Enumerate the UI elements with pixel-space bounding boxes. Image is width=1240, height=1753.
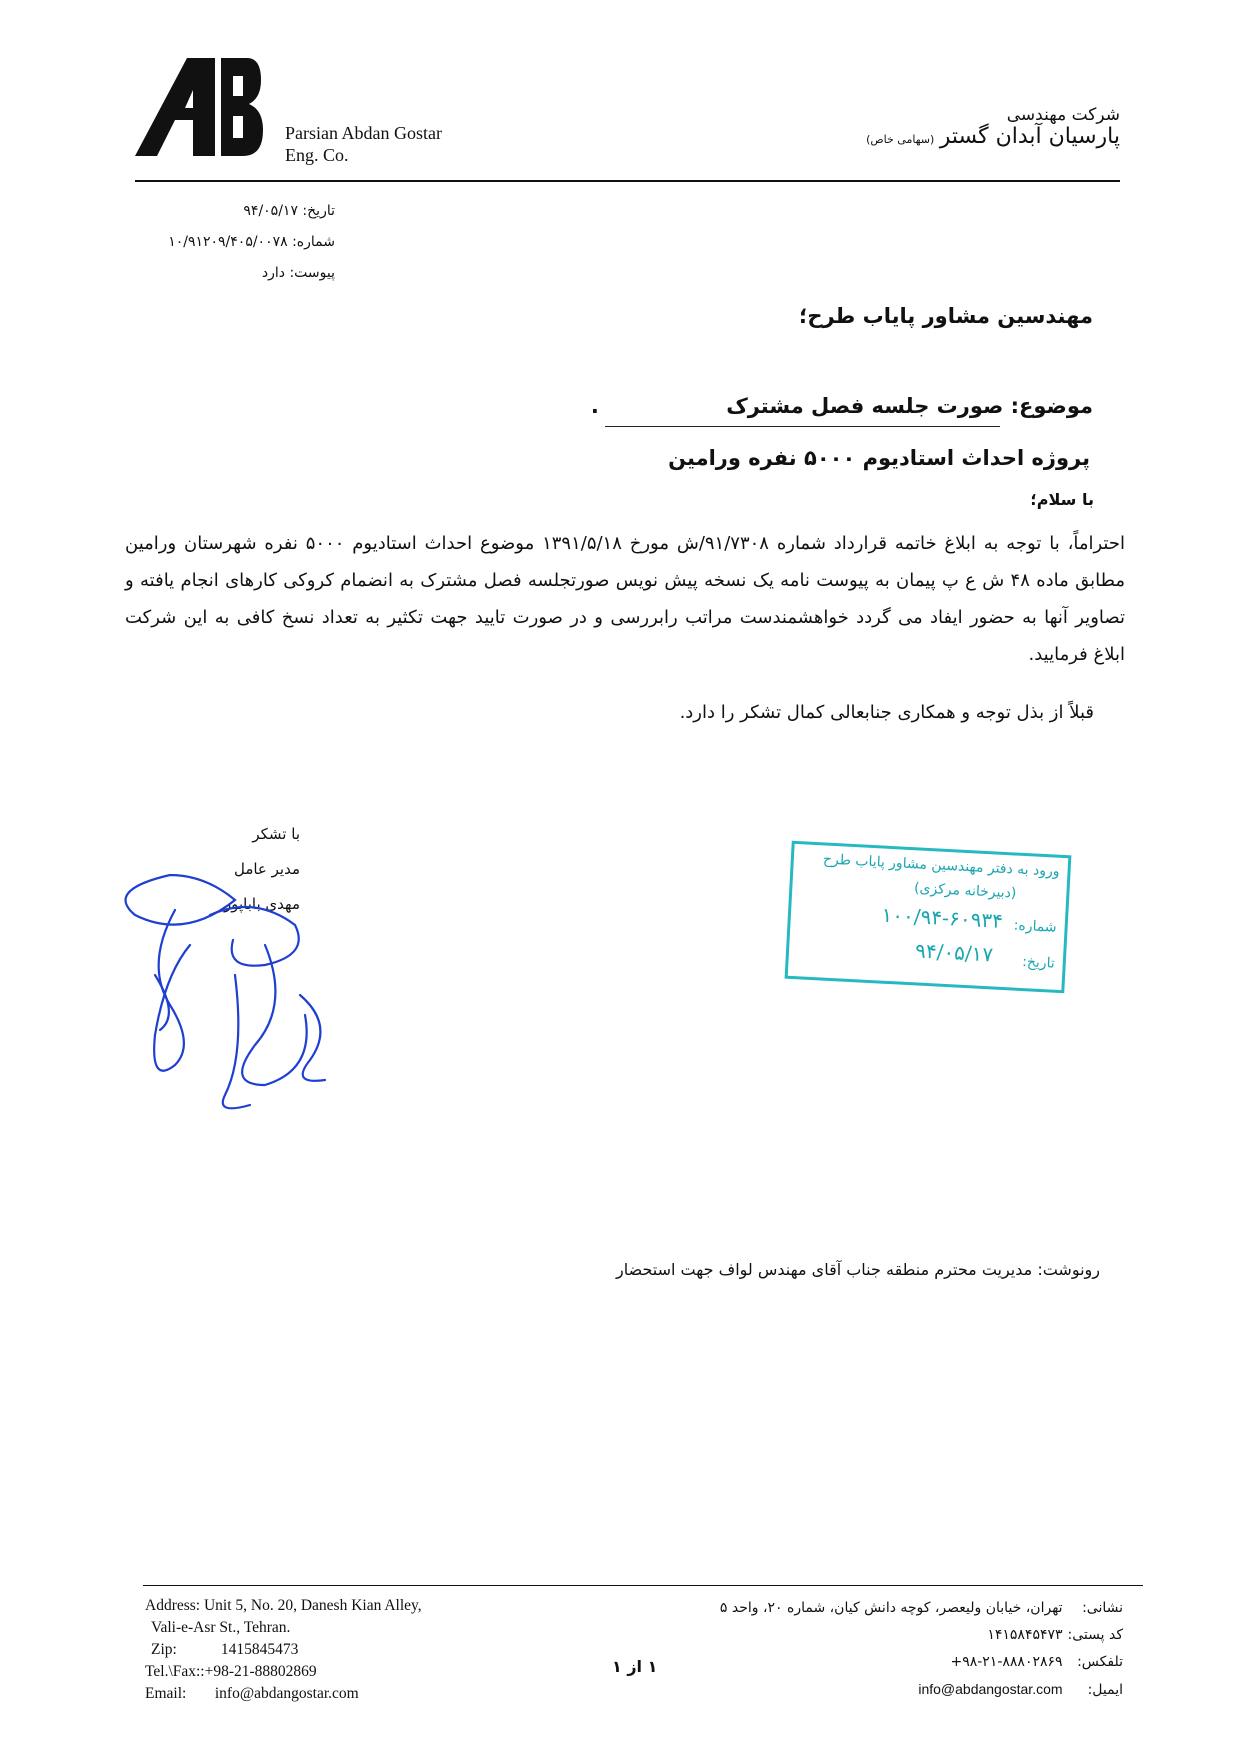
footer-fa-zip-label: کد پستی:: [1067, 1627, 1123, 1643]
company-name-en-line2: Eng. Co.: [285, 145, 349, 165]
header-divider: [135, 180, 1120, 182]
footer-fa-address-label: نشانی:: [1082, 1600, 1123, 1616]
meta-date: [135, 196, 335, 227]
greeting: با سلام؛: [1030, 490, 1094, 509]
footer-email-link[interactable]: info@abdangostar.com: [214, 1685, 359, 1702]
subject-dot: .: [590, 394, 599, 418]
meta-date-label: تاریخ:: [302, 203, 335, 219]
footer-fa-email-label: ایمیل:: [1087, 1682, 1123, 1698]
footer-fa-tel-value: +۹۸-۲۱-۸۸۸۰۲۸۶۹: [950, 1654, 1063, 1670]
meta-attachment-value: دارد: [261, 265, 285, 281]
stamp-line1: ورود به دفتر مهندسین مشاور پایاب طرح: [822, 851, 1060, 880]
footer-address-line1: Unit 5, No. 20, Danesh Kian Alley,: [203, 1597, 422, 1614]
carbon-copy: رونوشت: مدیریت محترم منطقه جناب آقای مهندس لواف جهت استحضار: [615, 1260, 1100, 1279]
footer-address-label: Address:: [145, 1597, 201, 1614]
footer-divider: [143, 1585, 1143, 1586]
subject-underline: [605, 426, 1000, 427]
meta-number-value: ۱۰/۹۱۲۰۹/۴۰۵/۰۰۷۸: [168, 234, 288, 250]
letter-meta: [135, 196, 335, 289]
subject-label: موضوع:: [1010, 394, 1093, 418]
company-title-fa: پارسیان آبدان گستر: [939, 124, 1120, 149]
receipt-stamp: [785, 841, 1072, 993]
project-title: پروژه احداث استادیوم ۵۰۰۰ نفره ورامین: [668, 446, 1090, 470]
handwritten-signature: [115, 855, 355, 1125]
company-type-fa: شرکت مهندسی: [1006, 105, 1120, 125]
subject-value: صورت جلسه فصل مشترک: [726, 394, 1004, 418]
signature-thanks: با تشکر: [252, 825, 300, 843]
footer-telfax: Tel.\Fax::+98-21-88802869: [145, 1663, 317, 1680]
signature-name: مهدی باباپور: [224, 895, 300, 913]
stamp-date-label: تاریخ:: [1021, 954, 1056, 972]
page-number: ۱ از ۱: [612, 1657, 658, 1676]
footer-address-fa: [720, 1595, 1123, 1704]
stamp-line2: (دبیرخانه مرکزی): [913, 880, 1017, 902]
footer-zip-label: Zip:: [151, 1641, 177, 1658]
company-logo: [135, 58, 265, 158]
closing-sentence: قبلاً از بذل توجه و همکاری جنابعالی کمال تشکر را دارد.: [679, 702, 1094, 723]
signature-title: مدیر عامل: [233, 860, 300, 878]
stamp-number-label: شماره:: [1013, 917, 1058, 936]
body-paragraph: احتراماً، با توجه به ابلاغ خاتمه قرارداد شماره ۹۱/۷۳۰۸/ش مورخ ۱۳۹۱/۵/۱۸ موضوع احداث استادیوم ۵۰۰۰ نفره شهرستان ورامین مطابق ماده ۴۸ ش ع پ پیمان به پیوست نامه یک نسخه پیش نویس صورتجلسه فصل مشترک به انضمام کروکی کارهای انجام یافته و تصاویر آنها به حضور ایفاد می گردد خواهشمندست مراتب رابررسی و در صورت تایید جهت تکثیر به تعداد نسخ کافی به این شرکت ابلاغ فرمایید.: [125, 533, 1125, 665]
footer-fa-zip-value: ۱۴۱۵۸۴۵۴۷۳: [987, 1627, 1063, 1643]
stamp-date-value: ۹۴/۰۵/۱۷: [914, 938, 994, 967]
footer-fa-address-value: تهران، خیابان ولیعصر، کوچه دانش کیان، شماره ۲۰، واحد ۵: [719, 1600, 1063, 1616]
footer-address-line2: Vali-e-Asr St., Tehran.: [151, 1619, 291, 1636]
footer-fa-email-link[interactable]: info@abdangostar.com: [918, 1681, 1063, 1697]
company-name-fa: [866, 104, 1120, 151]
meta-attachment: [135, 258, 335, 289]
company-name-en: [285, 122, 442, 166]
footer-email-label: Email:: [145, 1685, 187, 1702]
company-suffix-fa: (سهامی خاص): [866, 133, 935, 146]
meta-date-value: ۹۴/۰۵/۱۷: [243, 203, 298, 219]
subject: [591, 394, 1093, 418]
company-name-en-line1: Parsian Abdan Gostar: [285, 123, 442, 143]
stamp-number-value: ۱۰۰/۹۴-۶۰۹۳۴: [881, 902, 1004, 933]
meta-attachment-label: پیوست:: [289, 265, 335, 281]
footer-zip-value: 1415845473: [220, 1641, 299, 1658]
meta-number-label: شماره:: [292, 234, 335, 250]
meta-number: [135, 227, 335, 258]
footer-address-en: [145, 1595, 422, 1705]
addressee: مهندسین مشاور پایاب طرح؛: [798, 304, 1093, 328]
footer-fa-tel-label: تلفکس:: [1077, 1654, 1123, 1670]
